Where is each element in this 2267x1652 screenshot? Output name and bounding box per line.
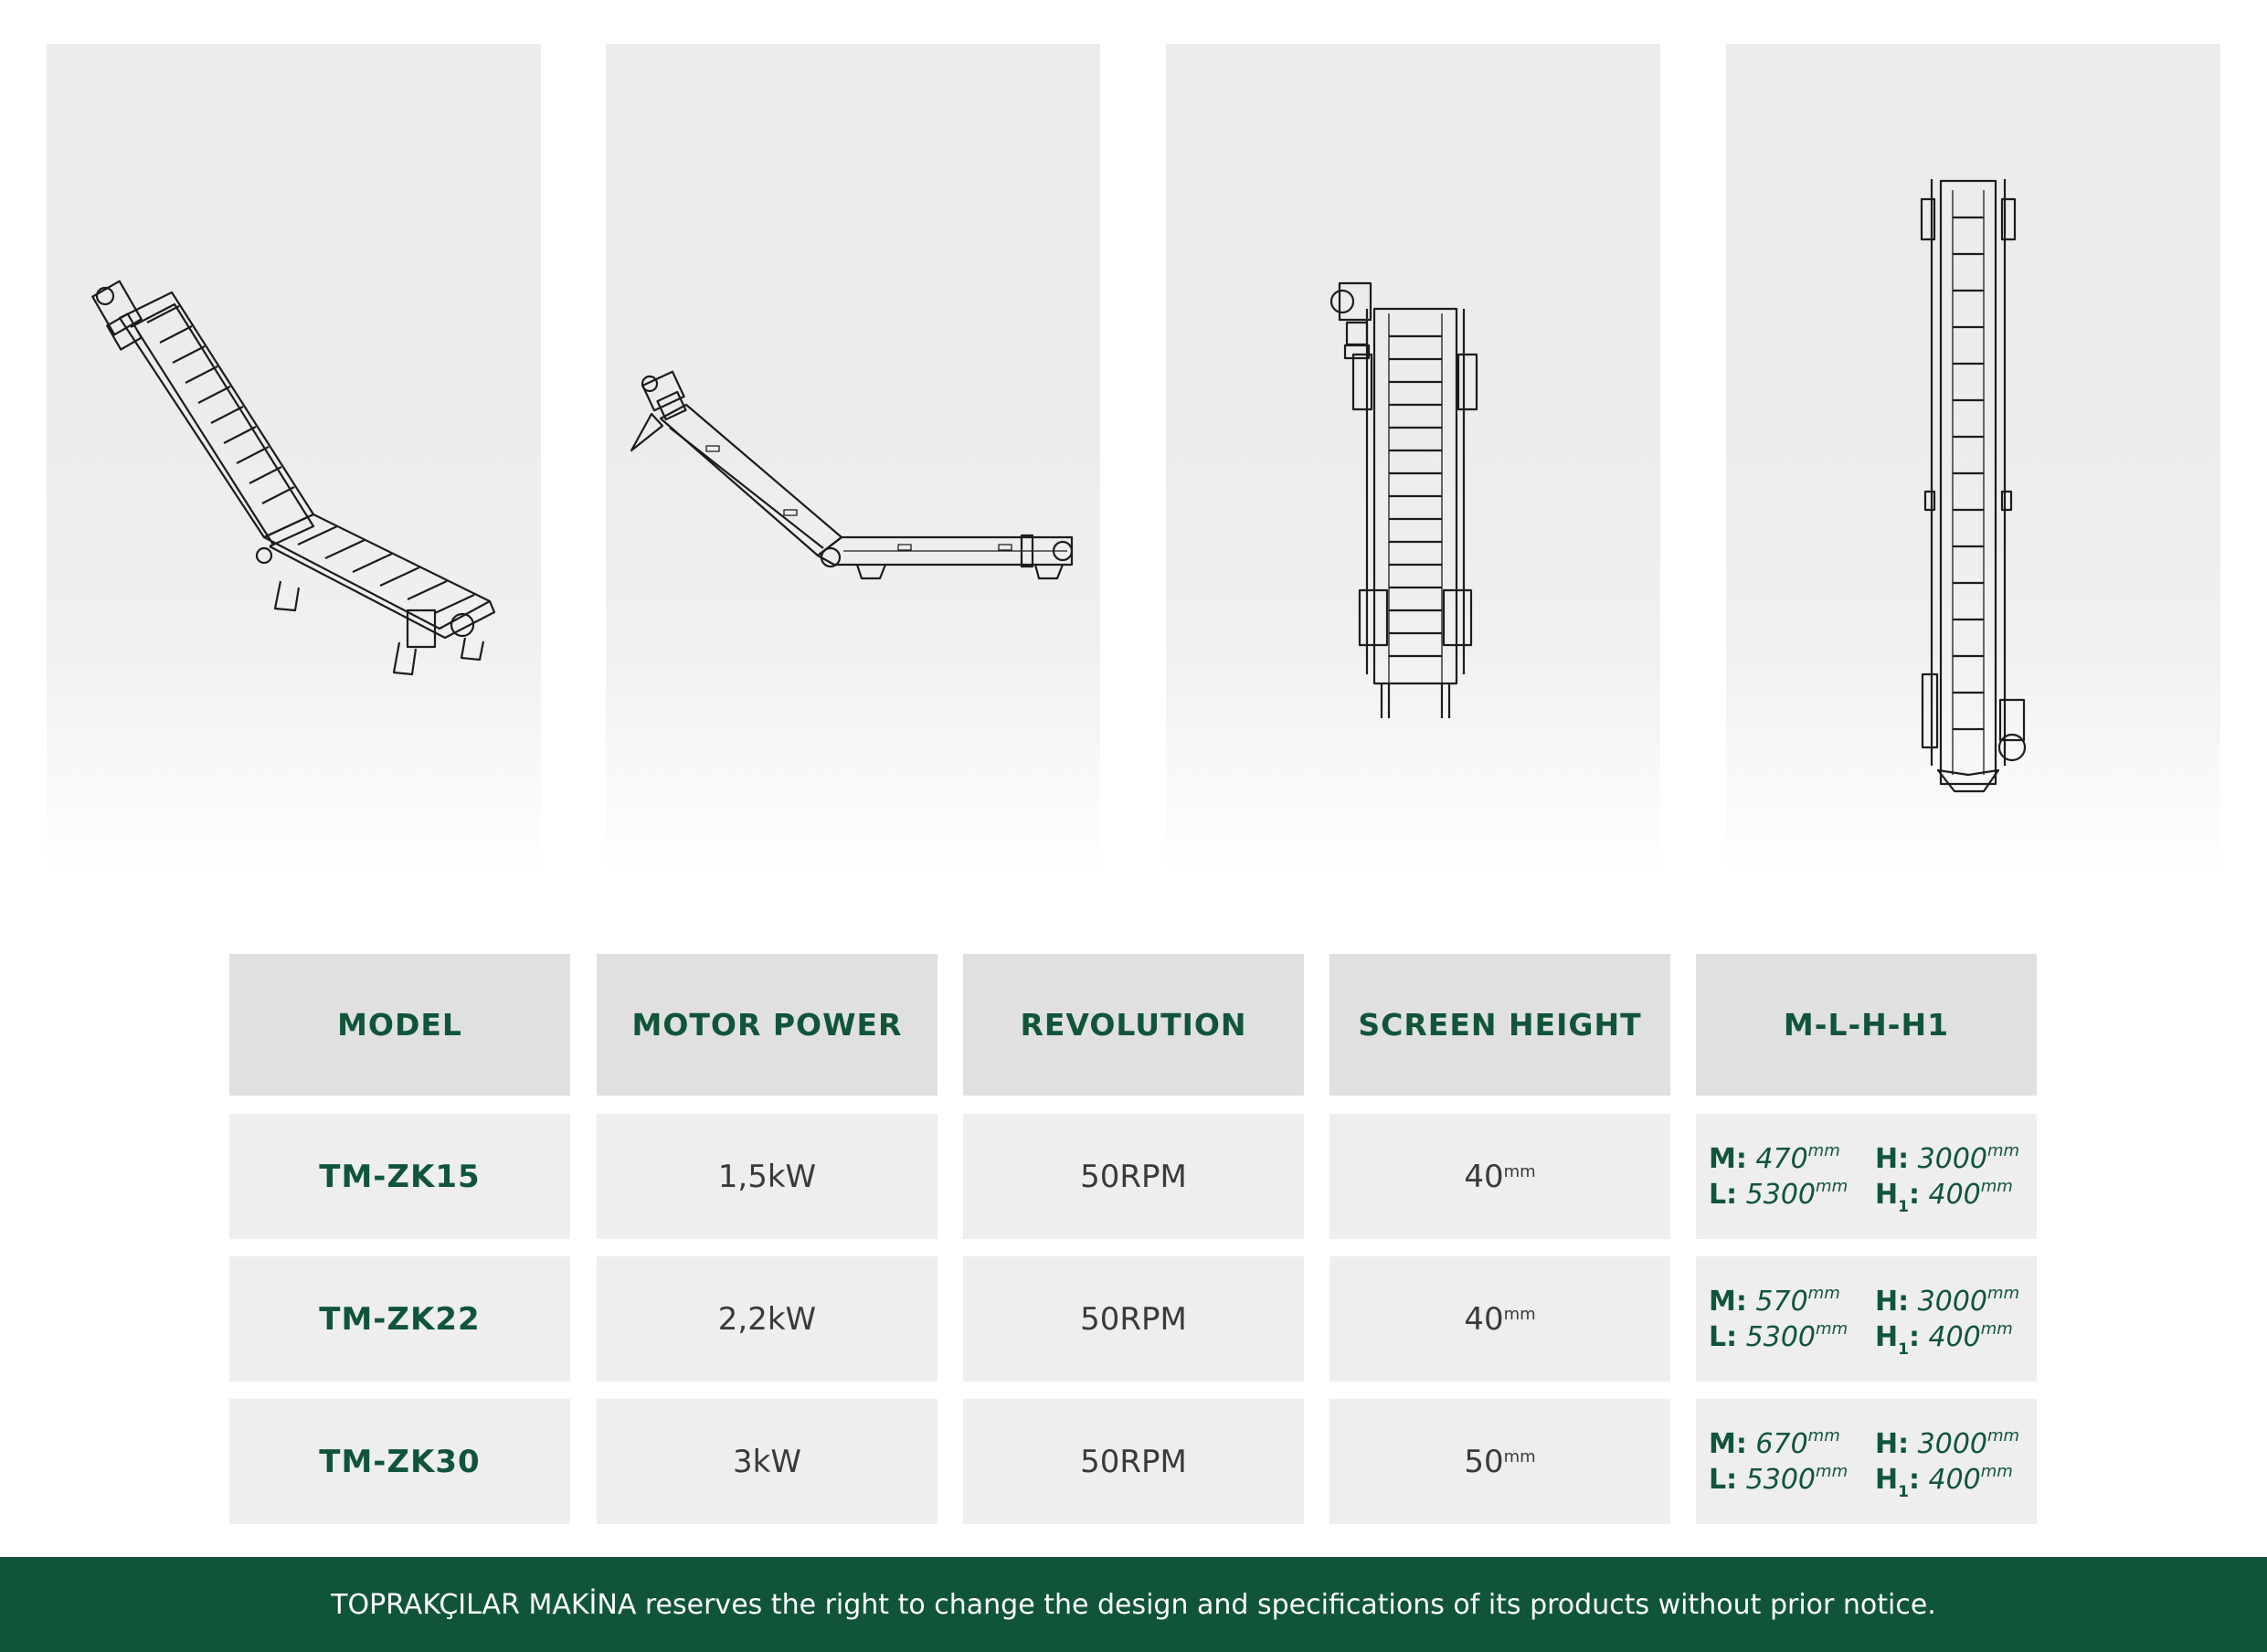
dim-l: L: $5300^{mm}$	[1709, 1461, 1849, 1496]
screen-height-value: $40^{mm}$	[1464, 1300, 1536, 1338]
table-row-cell-dimensions	[1696, 1399, 2037, 1524]
motor-power-value: 2,2kW	[717, 1300, 817, 1338]
drawing-panel-side	[606, 44, 1100, 874]
table-row-cell-revolution	[963, 1399, 1304, 1524]
header-revolution	[963, 954, 1304, 1096]
model-name: TM-ZK15	[319, 1158, 481, 1195]
revolution-value: 50RPM	[1080, 1158, 1187, 1195]
table-row-cell-model	[229, 1114, 570, 1239]
dimensions-block	[1709, 1425, 2030, 1501]
dim-h1: $H_1$: $400^{mm}$	[1875, 1461, 2013, 1501]
dim-h: H: $3000^{mm}$	[1875, 1140, 2020, 1175]
dimensions-block	[1709, 1283, 2030, 1359]
drawing-panel-top	[1726, 44, 2220, 874]
header-model	[229, 954, 570, 1096]
dim-h1: $H_1$: $400^{mm}$	[1875, 1318, 2013, 1359]
dim-m: M: $570^{mm}$	[1709, 1283, 1840, 1318]
table-row-cell-dimensions	[1696, 1256, 2037, 1382]
drawing-panel-front	[1166, 44, 1660, 874]
table-row-cell-screen-height	[1329, 1256, 1670, 1382]
conveyor-front-drawing	[1166, 44, 1660, 874]
conveyor-side-drawing	[606, 44, 1100, 874]
model-name: TM-ZK22	[319, 1300, 481, 1338]
header-motor-power-label: MOTOR POWER	[631, 1007, 903, 1043]
table-row-cell-motor-power	[597, 1256, 938, 1382]
footer-bar	[0, 1557, 2267, 1652]
dim-l: L: $5300^{mm}$	[1709, 1318, 1849, 1353]
table-row-cell-model	[229, 1256, 570, 1382]
dim-l: L: $5300^{mm}$	[1709, 1176, 1849, 1211]
header-revolution-label: REVOLUTION	[1020, 1007, 1247, 1043]
dim-m: M: $670^{mm}$	[1709, 1425, 1840, 1460]
conveyor-isometric-drawing	[47, 44, 541, 874]
header-motor-power	[597, 954, 938, 1096]
dim-h: H: $3000^{mm}$	[1875, 1425, 2020, 1460]
screen-height-value: $40^{mm}$	[1464, 1158, 1536, 1195]
drawing-panel-isometric	[47, 44, 541, 874]
revolution-value: 50RPM	[1080, 1300, 1187, 1338]
dim-h1: $H_1$: $400^{mm}$	[1875, 1176, 2013, 1216]
motor-power-value: 3kW	[733, 1443, 801, 1480]
table-row-cell-dimensions	[1696, 1114, 2037, 1239]
dim-m: M: $470^{mm}$	[1709, 1140, 1840, 1175]
table-row-cell-revolution	[963, 1256, 1304, 1382]
table-row-cell-screen-height	[1329, 1399, 1670, 1524]
footer-disclaimer: TOPRAKÇILAR MAKİNA reserves the right to change the design and specifications of its products without prior notice.	[331, 1588, 1936, 1621]
dim-h: H: $3000^{mm}$	[1875, 1283, 2020, 1318]
table-row-cell-model	[229, 1399, 570, 1524]
header-screen-height-label: SCREEN HEIGHT	[1358, 1007, 1642, 1043]
revolution-value: 50RPM	[1080, 1443, 1187, 1480]
header-dimensions-label: M-L-H-H1	[1783, 1007, 1950, 1043]
header-dimensions	[1696, 954, 2037, 1096]
table-row-cell-screen-height	[1329, 1114, 1670, 1239]
model-name: TM-ZK30	[319, 1443, 481, 1480]
dimensions-block	[1709, 1140, 2030, 1216]
header-model-label: MODEL	[337, 1007, 462, 1043]
table-row-cell-revolution	[963, 1114, 1304, 1239]
header-screen-height	[1329, 954, 1670, 1096]
table-row-cell-motor-power	[597, 1399, 938, 1524]
motor-power-value: 1,5kW	[717, 1158, 817, 1195]
conveyor-top-drawing	[1726, 44, 2220, 874]
table-row-cell-motor-power	[597, 1114, 938, 1239]
screen-height-value: $50^{mm}$	[1464, 1443, 1536, 1480]
